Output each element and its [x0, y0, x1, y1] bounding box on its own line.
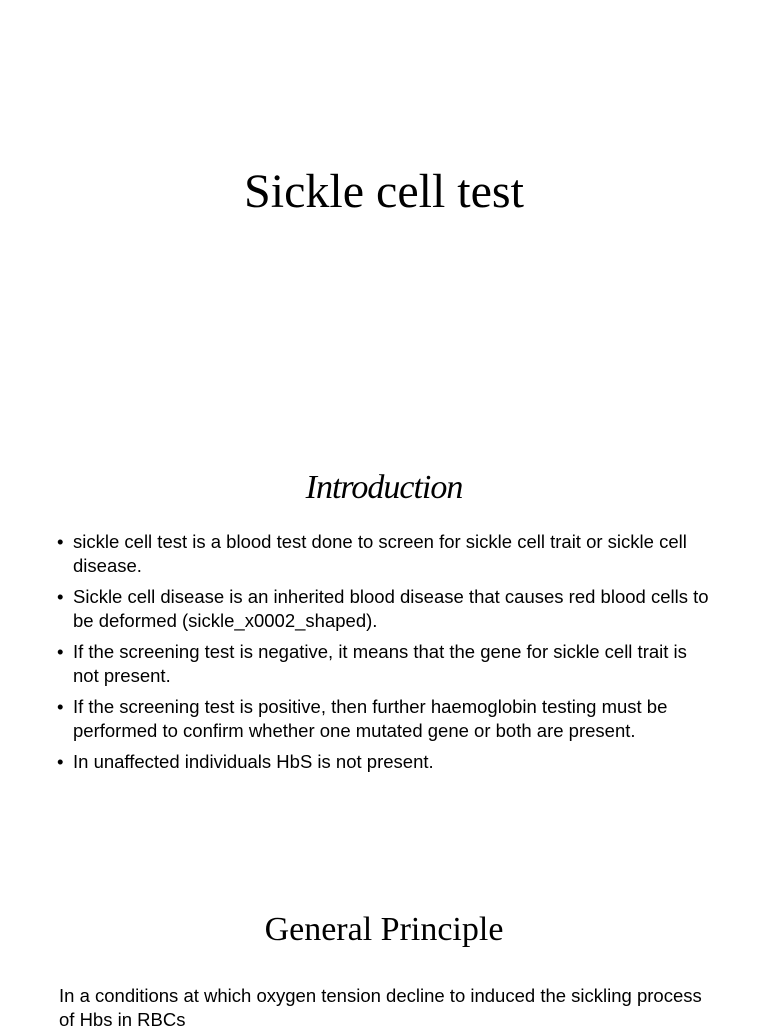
bullet-text: Sickle cell disease is an inherited blood disease that causes red blood cells to be deformed (sickle_x0002_shaped). [73, 586, 709, 631]
bullet-item [57, 585, 717, 633]
bullet-item [57, 695, 717, 743]
slide-title: Sickle cell test [244, 165, 524, 218]
bullet-text: If the screening test is negative, it means that the gene for sickle cell trait is not present. [73, 641, 687, 686]
general-principle-text: In a conditions at which oxygen tension decline to induced the sickling process of Hbs in RBCs [59, 985, 702, 1030]
bullet-text: sickle cell test is a blood test done to screen for sickle cell trait or sickle cell disease. [73, 531, 687, 576]
bullet-icon: • [57, 531, 64, 552]
bullet-item [57, 640, 717, 688]
bullet-item [57, 750, 717, 774]
bullet-text: If the screening test is positive, then further haemoglobin testing must be performed to confirm whether one mutated gene or both are present. [73, 696, 668, 741]
bullet-item [57, 530, 717, 578]
bullet-icon: • [57, 586, 64, 607]
bullet-icon: • [57, 751, 64, 772]
introduction-bullet-list [57, 530, 717, 781]
bullet-text: In unaffected individuals HbS is not present. [73, 751, 434, 772]
introduction-heading: Introduction [305, 469, 463, 506]
bullet-icon: • [57, 641, 64, 662]
bullet-icon: • [57, 696, 64, 717]
general-principle-heading: General Principle [264, 911, 504, 948]
